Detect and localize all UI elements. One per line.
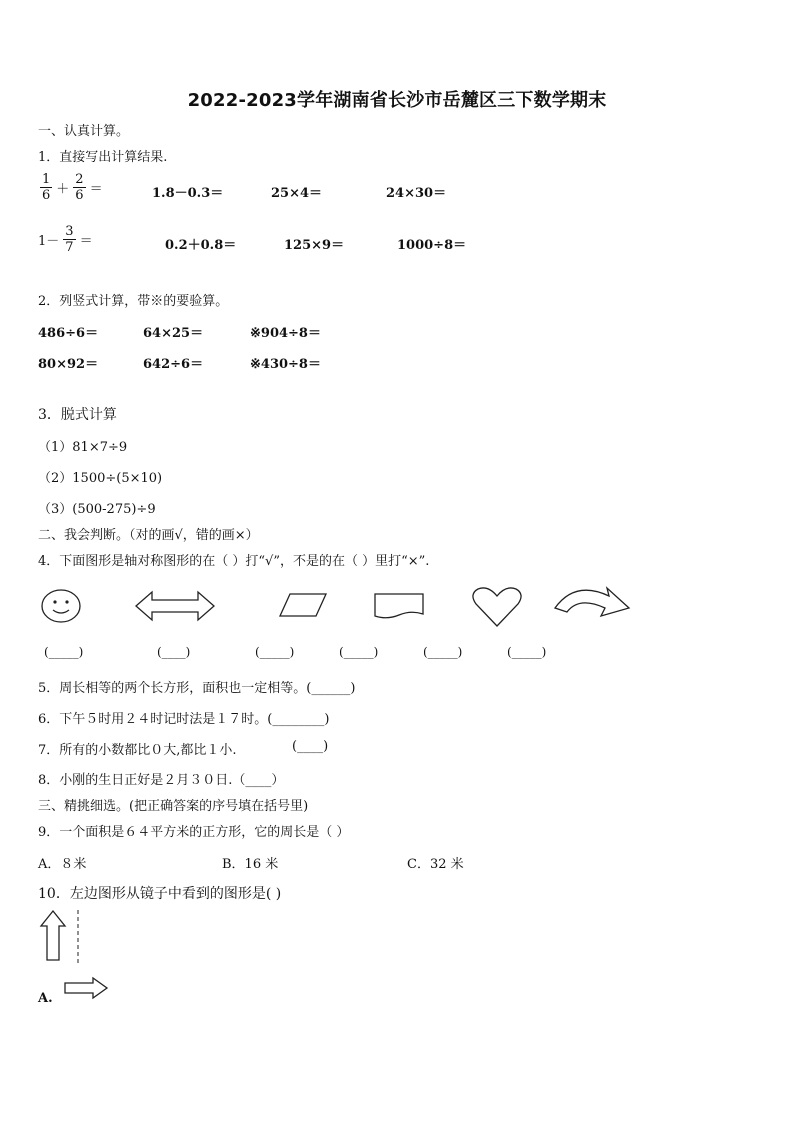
q3-item-1: （1）81×7÷9 — [38, 440, 128, 455]
page-title: 2022-2023学年湖南省长沙市岳麓区三下数学期末 — [187, 90, 607, 111]
section-3-heading: 三、精挑细选。(把正确答案的序号填在括号里) — [38, 799, 309, 814]
question-3-label: 3．脱式计算 — [38, 407, 117, 423]
fraction — [40, 172, 52, 203]
q3-item-3: （3）(500-275)÷9 — [38, 502, 156, 517]
question-1-label: 1．直接写出计算结果. — [38, 150, 168, 165]
denominator: 6 — [42, 188, 51, 203]
equals: ＝ — [89, 182, 103, 197]
heart-icon — [471, 586, 523, 628]
fraction — [73, 172, 85, 203]
question-6: 6．下午５时用２４时记时法是１７时。(________) — [38, 712, 330, 727]
numerator: 2 — [75, 172, 84, 187]
q1-expression-3: 25×4＝ — [271, 186, 323, 201]
numerator: 1 — [42, 172, 51, 187]
q2-item-2: 64×25＝ — [143, 326, 204, 341]
q1-expression-2: 1.8－0.3＝ — [152, 186, 224, 201]
q4-blank-4[interactable]: (_____) — [339, 645, 379, 659]
q2-item-5: 642÷6＝ — [143, 357, 204, 372]
double-arrow-icon — [134, 589, 216, 623]
question-2-label: 2．列竖式计算，带※的要验算。 — [38, 294, 229, 309]
q7-blank[interactable]: (____) — [292, 739, 329, 754]
question-5: 5．周长相等的两个长方形，面积也一定相等。(______) — [38, 681, 356, 696]
q3-item-2: （2）1500÷(5×10) — [38, 471, 163, 486]
right-arrow-icon — [63, 976, 109, 1000]
q1-expression-8: 1000÷8＝ — [397, 238, 467, 253]
q10-option-a-label[interactable]: A. — [38, 991, 53, 1006]
q2-item-1: 486÷6＝ — [38, 326, 99, 341]
question-9-label: 9．一个面积是６４平方米的正方形，它的周长是（ ） — [38, 825, 350, 840]
wavy-flag-icon — [373, 590, 425, 622]
q1-expression-1 — [38, 172, 103, 203]
q4-blank-3[interactable]: (_____) — [255, 645, 295, 659]
q2-item-6: ※430÷8＝ — [250, 357, 321, 372]
question-4-label: 4．下面图形是轴对称图形的在（ ）打“√”，不是的在（ ）里打“×”. — [38, 554, 430, 569]
q9-option-c[interactable]: C．32 米 — [407, 857, 464, 872]
smiley-face-icon — [40, 588, 82, 624]
q9-option-b[interactable]: B．16 米 — [222, 857, 279, 872]
denominator: 6 — [75, 188, 84, 203]
operator: ＋ — [56, 182, 70, 197]
curved-arrow-icon — [553, 586, 633, 622]
prefix: 1－ — [38, 234, 60, 249]
section-1-heading: 一、认真计算。 — [38, 124, 130, 139]
q4-blank-6[interactable]: (_____) — [507, 645, 547, 659]
q1-expression-5 — [38, 224, 93, 255]
question-8: 8．小刚的生日正好是２月３０日.（____） — [38, 773, 285, 788]
q1-expression-6: 0.2＋0.8＝ — [165, 238, 237, 253]
q4-blank-2[interactable]: (____) — [157, 645, 191, 659]
up-arrow-with-mirror-icon — [38, 908, 84, 966]
q4-blank-1[interactable]: (_____) — [44, 645, 84, 659]
q9-option-a[interactable]: A．８米 — [38, 857, 87, 872]
q4-blank-5[interactable]: (_____) — [423, 645, 463, 659]
q2-item-3: ※904÷8＝ — [250, 326, 321, 341]
numerator: 3 — [65, 224, 74, 239]
section-2-heading: 二、我会判断。（对的画√，错的画×） — [38, 528, 259, 543]
equals: ＝ — [79, 234, 93, 249]
q2-item-4: 80×92＝ — [38, 357, 99, 372]
q1-expression-7: 125×9＝ — [284, 238, 345, 253]
question-10-label: 10．左边图形从镜子中看到的图形是( ) — [38, 886, 282, 902]
q1-expression-4: 24×30＝ — [386, 186, 447, 201]
question-7: 7．所有的小数都比０大,都比１小. — [38, 743, 237, 758]
parallelogram-icon — [278, 592, 328, 618]
fraction — [63, 224, 75, 255]
denominator: 7 — [65, 240, 74, 255]
